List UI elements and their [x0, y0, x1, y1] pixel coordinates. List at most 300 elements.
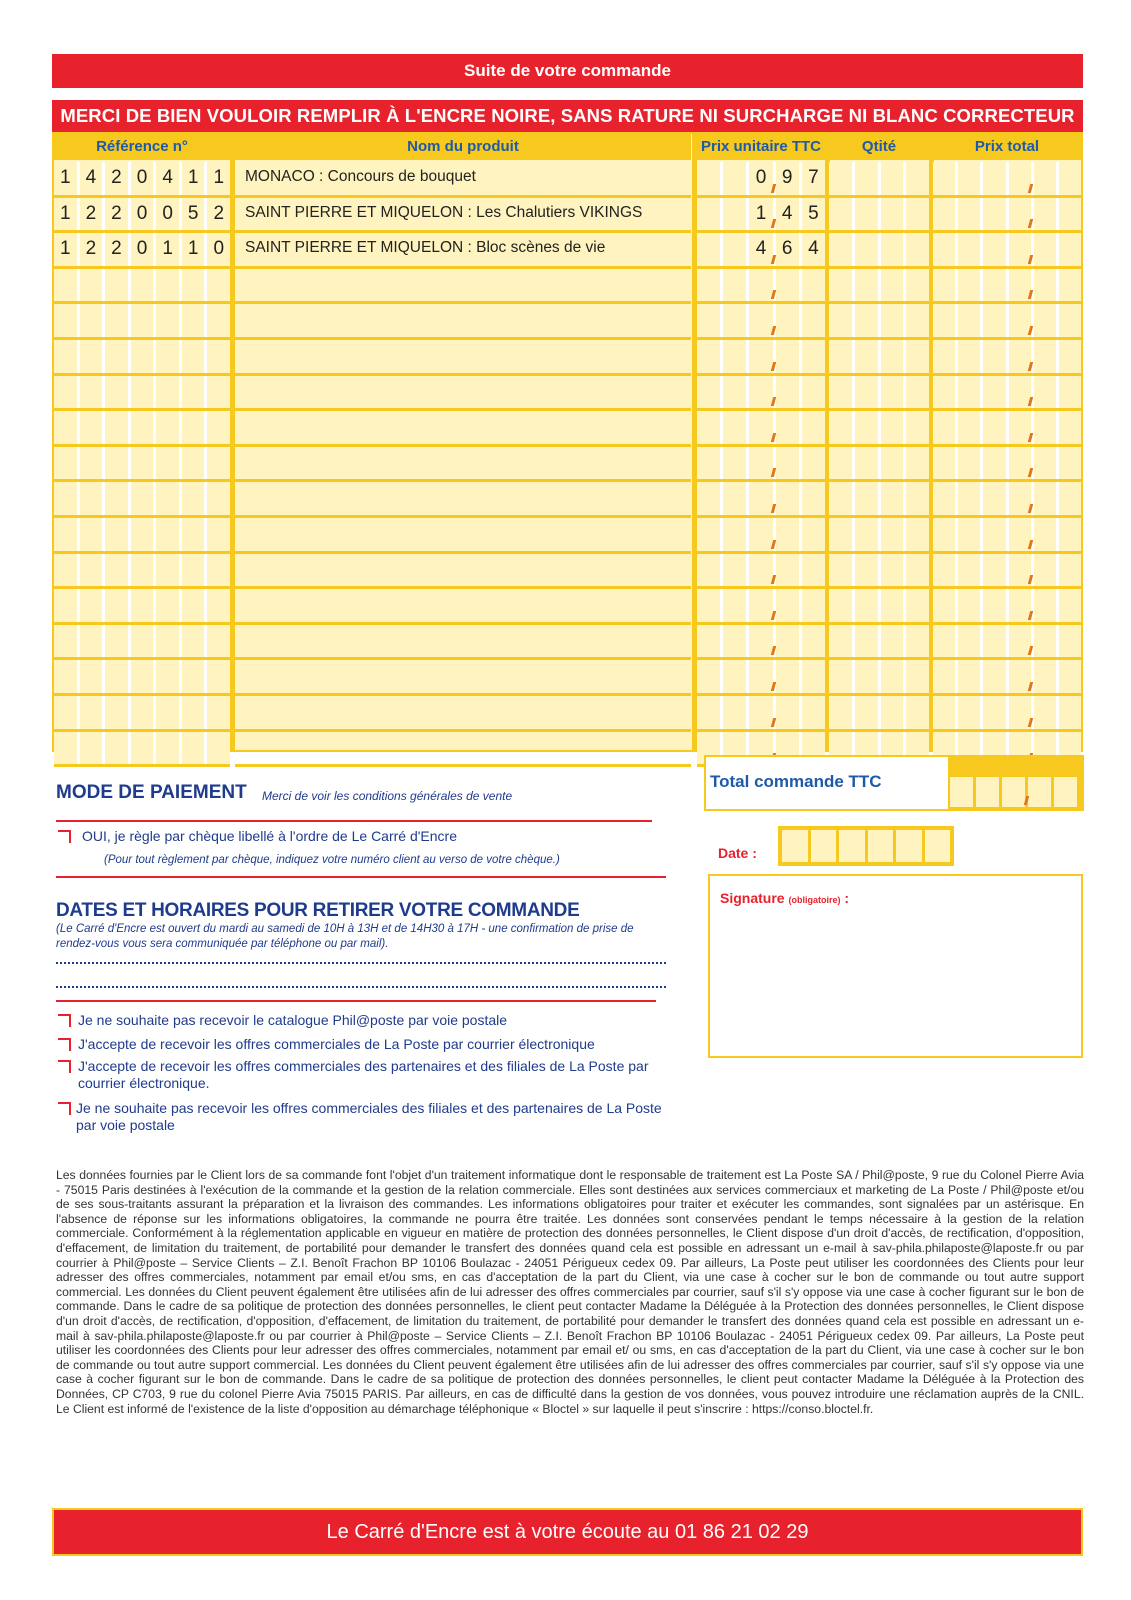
quantity-digit: [855, 625, 881, 658]
unit-price-digit: [723, 554, 749, 587]
quantity-digit: [829, 269, 855, 302]
product-name[interactable]: SAINT PIERRE ET MIQUELON : Les Chalutiers VIKINGS: [245, 203, 643, 221]
table-row: [697, 233, 825, 269]
quantity-digit: [829, 518, 855, 551]
total-price-digit: [958, 554, 983, 587]
reference-digit: 1: [54, 233, 80, 266]
reference-digit: [156, 660, 182, 693]
reference-boxes[interactable]: [54, 198, 230, 231]
total-price-digit: [1034, 162, 1059, 195]
table-row: [235, 518, 691, 554]
total-price-digit: [1059, 198, 1081, 231]
reference-digit: [182, 589, 208, 622]
reference-digit: [207, 304, 230, 337]
reference-digit: [207, 447, 230, 480]
total-price-boxes[interactable]: [933, 660, 1081, 693]
quantity-digit: [906, 696, 929, 729]
total-price-digit: [1059, 162, 1081, 195]
unit-price-digit: [723, 589, 749, 622]
reference-digit: [182, 304, 208, 337]
cheque-note: (Pour tout règlement par chèque, indiquez votre numéro client au verso de votre chèque.): [104, 854, 560, 866]
unit-price-digit: 4: [802, 233, 825, 266]
table-row: [54, 660, 230, 696]
reference-boxes[interactable]: [54, 269, 230, 302]
quantity-digit: [906, 518, 929, 551]
total-price-digit: [1034, 660, 1059, 693]
unit-price-digit: [776, 340, 802, 373]
table-row: [829, 162, 929, 198]
table-row: [697, 625, 825, 661]
table-row: [235, 589, 691, 625]
quantity-digit: [881, 660, 907, 693]
pickup-line-1[interactable]: [56, 962, 666, 964]
reference-digit: [80, 625, 106, 658]
total-price-digit: [983, 660, 1008, 693]
reference-digit: [54, 696, 80, 729]
total-price-digit: [1059, 340, 1081, 373]
reference-boxes[interactable]: [54, 233, 230, 266]
total-price-digit: [983, 554, 1008, 587]
total-price-digit: [958, 518, 983, 551]
date-label: Date :: [718, 845, 757, 861]
quantity-boxes[interactable]: [829, 198, 929, 231]
total-price-digit: [958, 198, 983, 231]
table-row: [829, 340, 929, 376]
quantity-boxes[interactable]: [829, 411, 929, 444]
unit-price-digit: [723, 340, 749, 373]
unit-price-boxes[interactable]: [697, 447, 825, 480]
reference-digit: 0: [207, 233, 230, 266]
reference-digit: [54, 482, 80, 515]
table-row: [829, 376, 929, 412]
quantity-digit: [855, 589, 881, 622]
total-price-digit: [958, 589, 983, 622]
total-price-digit: [1059, 376, 1081, 409]
quantity-digit: [881, 233, 907, 266]
unit-price-boxes[interactable]: [697, 233, 825, 266]
quantity-boxes[interactable]: [829, 376, 929, 409]
unit-price-digit: [723, 482, 749, 515]
total-price-boxes[interactable]: [933, 269, 1081, 302]
quantity-digit: [906, 447, 929, 480]
total-price-boxes[interactable]: [933, 482, 1081, 515]
total-price-boxes[interactable]: [933, 411, 1081, 444]
total-price-digit: [933, 554, 958, 587]
catalogue-opt-out-label: Je ne souhaite pas recevoir le catalogue Phil@poste par voie postale: [78, 1012, 508, 1028]
total-price-boxes[interactable]: [933, 696, 1081, 729]
total-price-digit: [1059, 589, 1081, 622]
reference-boxes[interactable]: [54, 340, 230, 373]
reference-digit: [182, 411, 208, 444]
reference-digit: [156, 411, 182, 444]
quantity-digit: [855, 660, 881, 693]
total-price-boxes[interactable]: [933, 518, 1081, 551]
unit-price-boxes[interactable]: [697, 304, 825, 337]
total-price-digit: [1034, 304, 1059, 337]
quantity-digit: [829, 198, 855, 231]
unit-price-digit: [802, 482, 825, 515]
reference-digit: [156, 625, 182, 658]
reference-boxes[interactable]: [54, 447, 230, 480]
total-price-digit: [983, 482, 1008, 515]
quantity-boxes[interactable]: [829, 696, 929, 729]
email-offers-checkbox-icon[interactable]: [58, 1038, 71, 1051]
total-price-digit: [933, 162, 958, 195]
table-row: [54, 411, 230, 447]
total-price-digit: [1034, 696, 1059, 729]
total-price-digit: [983, 162, 1008, 195]
reference-boxes[interactable]: [54, 482, 230, 515]
product-name[interactable]: SAINT PIERRE ET MIQUELON : Bloc scènes de vie: [245, 239, 606, 257]
total-price-boxes[interactable]: [933, 376, 1081, 409]
unit-price-digit: [697, 340, 723, 373]
total-price-digit: [1059, 269, 1081, 302]
ink-notice: MERCI DE BIEN VOULOIR REMPLIR À L'ENCRE NOIRE, SANS RATURE NI SURCHARGE NI BLANC CORRECTEUR: [52, 100, 1083, 132]
total-price-digit: [933, 376, 958, 409]
table-row: [829, 233, 929, 269]
reference-digit: [182, 696, 208, 729]
email-offers-label: J'accepte de recevoir les offres commerciales de La Poste par courrier électronique: [78, 1036, 595, 1052]
total-price-digit: [983, 269, 1008, 302]
total-price-digit: [1034, 625, 1059, 658]
reference-digit: [54, 625, 80, 658]
table-row: [697, 198, 825, 234]
table-row: [829, 625, 929, 661]
unit-price-boxes[interactable]: [697, 411, 825, 444]
reference-digit: [54, 554, 80, 587]
reference-digit: [207, 411, 230, 444]
quantity-digit: [855, 554, 881, 587]
unit-price-boxes[interactable]: [697, 162, 825, 195]
table-row: [829, 269, 929, 305]
reference-digit: [182, 340, 208, 373]
reference-digit: [156, 340, 182, 373]
unit-price-digit: [697, 660, 723, 693]
reference-boxes[interactable]: [54, 376, 230, 409]
quantity-boxes[interactable]: [829, 589, 929, 622]
quantity-boxes[interactable]: [829, 162, 929, 195]
unit-price-boxes[interactable]: [697, 554, 825, 587]
quantity-digit: [855, 304, 881, 337]
table-row: [54, 269, 230, 305]
total-price-boxes[interactable]: [933, 554, 1081, 587]
quantity-digit: [855, 411, 881, 444]
table-row: [829, 304, 929, 340]
reference-digit: [80, 482, 106, 515]
quantity-boxes[interactable]: [829, 269, 929, 302]
quantity-boxes[interactable]: [829, 304, 929, 337]
unit-price-digit: [723, 447, 749, 480]
reference-digit: [131, 269, 157, 302]
unit-price-digit: [802, 411, 825, 444]
reference-digit: 0: [131, 198, 157, 231]
reference-digit: 1: [182, 162, 208, 195]
quantity-digit: [881, 198, 907, 231]
quantity-boxes[interactable]: [829, 625, 929, 658]
table-row: [933, 482, 1081, 518]
quantity-digit: [881, 304, 907, 337]
total-price-digit: [1059, 625, 1081, 658]
reference-digit: [207, 589, 230, 622]
quantity-boxes[interactable]: [829, 340, 929, 373]
reference-boxes[interactable]: [54, 518, 230, 551]
total-price-digit: [933, 304, 958, 337]
partner-email-checkbox-icon[interactable]: [58, 1060, 71, 1073]
table-row: [697, 660, 825, 696]
total-price-digit: [983, 304, 1008, 337]
total-price-digit: [933, 198, 958, 231]
unit-price-digit: [776, 304, 802, 337]
reference-digit: 0: [156, 198, 182, 231]
total-price-digit: [933, 660, 958, 693]
total-price-boxes[interactable]: [933, 162, 1081, 195]
total-price-boxes[interactable]: [933, 589, 1081, 622]
reference-digit: 0: [131, 233, 157, 266]
reference-boxes[interactable]: [54, 589, 230, 622]
unit-price-boxes[interactable]: [697, 660, 825, 693]
unit-price-boxes[interactable]: [697, 269, 825, 302]
table-row: [54, 340, 230, 376]
unit-price-digit: [723, 625, 749, 658]
pickup-title: DATES ET HORAIRES POUR RETIRER VOTRE COMMANDE: [56, 900, 580, 921]
reference-boxes[interactable]: [54, 304, 230, 337]
unit-price-digit: [697, 482, 723, 515]
order-total-cells[interactable]: [948, 757, 1082, 809]
reference-digit: [207, 732, 230, 765]
table-row: [829, 660, 929, 696]
reference-digit: [105, 696, 131, 729]
quantity-boxes[interactable]: [829, 660, 929, 693]
quantity-digit: [881, 340, 907, 373]
unit-price-digit: [802, 589, 825, 622]
quantity-digit: [881, 269, 907, 302]
unit-price-digit: 9: [776, 162, 802, 195]
quantity-boxes[interactable]: [829, 518, 929, 551]
reference-digit: [131, 411, 157, 444]
table-row: [829, 198, 929, 234]
quantity-digit: [881, 625, 907, 658]
reference-boxes[interactable]: [54, 411, 230, 444]
reference-digit: [80, 518, 106, 551]
total-price-boxes[interactable]: [933, 625, 1081, 658]
unit-price-digit: [776, 554, 802, 587]
reference-boxes[interactable]: [54, 554, 230, 587]
quantity-digit: [881, 696, 907, 729]
unit-price-boxes[interactable]: [697, 696, 825, 729]
table-row: [933, 518, 1081, 554]
reference-boxes[interactable]: [54, 625, 230, 658]
table-row: [829, 411, 929, 447]
reference-boxes[interactable]: [54, 732, 230, 765]
quantity-digit: [829, 162, 855, 195]
cheque-checkbox-icon[interactable]: [58, 830, 71, 843]
total-price-digit: [1059, 233, 1081, 266]
reference-digit: [131, 660, 157, 693]
unit-price-digit: [802, 447, 825, 480]
unit-price-boxes[interactable]: [697, 376, 825, 409]
product-name[interactable]: MONACO : Concours de bouquet: [245, 168, 476, 185]
total-price-digit: [1034, 233, 1059, 266]
reference-digit: 2: [105, 162, 131, 195]
unit-price-digit: [802, 625, 825, 658]
reference-digit: 5: [182, 198, 208, 231]
unit-price-digit: [723, 304, 749, 337]
quantity-digit: [855, 518, 881, 551]
total-price-boxes[interactable]: [933, 233, 1081, 266]
total-price-digit: [933, 589, 958, 622]
total-price-digit: [1059, 660, 1081, 693]
reference-digit: 1: [54, 198, 80, 231]
table-row: [54, 625, 230, 661]
unit-price-digit: [697, 696, 723, 729]
pickup-note: (Le Carré d'Encre est ouvert du mardi au samedi de 10H à 13H et de 14H30 à 17H - une confirmation de prise de rendez-vous vous sera communiquée par téléphone ou par mail).: [56, 923, 634, 950]
quantity-digit: [829, 482, 855, 515]
table-row: [235, 162, 691, 198]
unit-price-boxes[interactable]: [697, 625, 825, 658]
reference-digit: [156, 696, 182, 729]
catalogue-opt-out-checkbox-icon[interactable]: [58, 1014, 71, 1027]
quantity-digit: [855, 340, 881, 373]
total-header: Prix total: [933, 134, 1081, 160]
reference-boxes[interactable]: [54, 660, 230, 693]
reference-digit: [156, 376, 182, 409]
date-field[interactable]: [778, 826, 954, 866]
reference-digit: [182, 376, 208, 409]
table-row: [697, 482, 825, 518]
quantity-digit: [829, 660, 855, 693]
reference-digit: 2: [105, 198, 131, 231]
quantity-digit: [829, 233, 855, 266]
quantity-digit: [881, 518, 907, 551]
quantity-digit: [881, 482, 907, 515]
partner-email-label: J'accepte de recevoir les offres commerciales des partenaires et des filiales de La Poste par courrier électronique.: [78, 1058, 649, 1091]
table-row: [235, 447, 691, 483]
quantity-digit: [855, 482, 881, 515]
reference-digit: [54, 304, 80, 337]
reference-digit: [105, 269, 131, 302]
legal-notice: Les données fournies par le Client lors de sa commande font l'objet d'un traitement informatique dont le responsable de traitement est La Poste SA / Phil@poste, 9 rue du Colonel Pierre Avia - 75015 Paris destinées à l'exécution de la commande et la gestion de la relation commerciale. Elles sont destinées aux services commerciaux et marketing de La Poste / Phil@poste et/ou de ses sous-traitants assurant la préparation et la livraison des commandes. Les informations obligatoires pour traiter et exécuter les commandes, sont signalées par un astérisque. En l'absence de réponse sur les informations obligatoires, la commande ne pourra être traitée. Les données sont conservées pendant le temps nécessaire à la gestion de la relation commerciale. Conformément à la réglementation applicable en vigueur en matière de protection des données personnelles, le Client dispose d'un droit d'accès, de rectification, d'opposition, d'effacement, de limitation du traitement, de portabilité pour demander le transfert des données quand cela est possible en adressant un e-mail à sav-phila.philaposte@laposte.fr ou par courrier à Phil@poste – Service Clients – Z.I. Benoît Frachon BP 10106 Boulazac - 24051 Périgueux cedex 09. Par ailleurs, La Poste peut utiliser les coordonnées des Clients pour leur adresser des offres commerciales, notamment par email et/ou sms, en cas d'acceptation de la part du Client, via une case à cocher sur le bon de commande ou tout autre support commercial. Les données du Client peuvent également être utilisées afin de lui adresser des offres commerciales par courrier, sauf s'il s'y oppose via une case à cocher figurant sur le bon de commande. Dans le cadre de sa politique de protection des données personnelles, le client peut contacter Madame la Déléguée à la Protection des données personnelles, le Client dispose d'un droit d'accès, de rectification, d'opposition, d'effacement, de limitation du traitement, de portabilité pour demander le transfert des données quand cela est possible en adressant un e-mail à sav-phila.philaposte@laposte.fr ou par courrier à Phil@poste – Service Clients – Z.I. Benoît Frachon BP 10106 Boulazac - 24051 Périgueux cedex 09. Par ailleurs, La Poste peut utiliser les coordonnées des Clients pour leur adresser des offres commerciales, notamment par email et/ ou sms, en cas d'acceptation de la part du Client, via une case à cocher sur le bon de commande ou tout autre support commercial. Les données du Client peuvent également être utilisées afin de lui adresser des offres commerciales par courrier, sauf s'il s'y oppose via une case à cocher figurant sur le bon de commande. Dans le cadre de sa politique de protection des données personnelles, le client peut contacter Madame la Déléguée à la Protection des Données, CP C703, 9 rue du colonel Pierre Avia 75015 PARIS. Par ailleurs, en cas de difficulté dans la gestion de vos données, vous pouvez introduire une réclamation auprès de la CNIL. Le Client est informé de l'existence de la liste d'opposition au démarchage téléphonique « Bloctel » sur laquelle il peut s'inscrire : https://conso.bloctel.fr.: [56, 1168, 1084, 1416]
reference-digit: [207, 518, 230, 551]
reference-digit: [156, 482, 182, 515]
page-title: Suite de votre commande: [52, 54, 1083, 88]
reference-digit: [131, 518, 157, 551]
quantity-digit: [906, 269, 929, 302]
total-price-digit: [1034, 447, 1059, 480]
partner-post-checkbox-icon[interactable]: [58, 1102, 71, 1115]
table-row: [933, 447, 1081, 483]
quantity-digit: [829, 376, 855, 409]
table-row: [54, 732, 230, 768]
reference-digit: [207, 696, 230, 729]
reference-digit: [156, 554, 182, 587]
unit-price-digit: 0: [749, 162, 775, 195]
table-row: [235, 233, 691, 269]
reference-digit: [207, 554, 230, 587]
total-price-digit: [983, 696, 1008, 729]
table-row: [933, 589, 1081, 625]
reference-boxes[interactable]: [54, 162, 230, 195]
total-price-boxes[interactable]: [933, 304, 1081, 337]
table-row: [829, 696, 929, 732]
reference-digit: [105, 589, 131, 622]
table-row: [235, 376, 691, 412]
table-row: [235, 625, 691, 661]
total-price-digit: [933, 411, 958, 444]
order-table: [52, 132, 1083, 752]
total-price-digit: [1059, 411, 1081, 444]
quantity-digit: [881, 589, 907, 622]
total-price-boxes[interactable]: [933, 447, 1081, 480]
quantity-digit: [829, 411, 855, 444]
reference-digit: [182, 554, 208, 587]
unit-price-boxes[interactable]: [697, 589, 825, 622]
total-price-digit: [933, 482, 958, 515]
unit-price-digit: [776, 518, 802, 551]
pickup-line-2[interactable]: [56, 986, 666, 988]
unit-price-digit: [802, 304, 825, 337]
unit-price-boxes[interactable]: [697, 518, 825, 551]
quantity-digit: [906, 554, 929, 587]
quantity-boxes[interactable]: [829, 233, 929, 266]
table-row: [933, 162, 1081, 198]
unit-price-digit: [697, 518, 723, 551]
reference-digit: 2: [105, 233, 131, 266]
unit-price-boxes[interactable]: [697, 482, 825, 515]
unit-price-digit: [697, 447, 723, 480]
unit-price-header: Prix unitaire TTC: [697, 134, 825, 160]
table-row: [933, 696, 1081, 732]
total-price-digit: [983, 625, 1008, 658]
unit-price-digit: [723, 376, 749, 409]
reference-boxes[interactable]: [54, 696, 230, 729]
reference-digit: [207, 482, 230, 515]
unit-price-digit: [776, 589, 802, 622]
unit-price-digit: [723, 518, 749, 551]
unit-price-boxes[interactable]: [697, 198, 825, 231]
reference-digit: 0: [131, 162, 157, 195]
table-row: [697, 411, 825, 447]
quantity-boxes[interactable]: [829, 447, 929, 480]
table-row: [829, 518, 929, 554]
total-price-boxes[interactable]: [933, 340, 1081, 373]
quantity-boxes[interactable]: [829, 554, 929, 587]
reference-digit: 1: [54, 162, 80, 195]
reference-digit: [105, 518, 131, 551]
table-row: [829, 589, 929, 625]
reference-digit: 4: [80, 162, 106, 195]
reference-digit: [105, 625, 131, 658]
quantity-digit: [855, 269, 881, 302]
total-price-digit: [958, 447, 983, 480]
total-price-digit: [1059, 447, 1081, 480]
quantity-digit: [855, 233, 881, 266]
reference-digit: [105, 447, 131, 480]
reference-digit: [156, 269, 182, 302]
signature-box[interactable]: [708, 874, 1083, 1058]
quantity-boxes[interactable]: [829, 482, 929, 515]
table-row: [54, 376, 230, 412]
quantity-digit: [881, 554, 907, 587]
table-row: [933, 304, 1081, 340]
reference-digit: [80, 269, 106, 302]
unit-price-boxes[interactable]: [697, 340, 825, 373]
quantity-digit: [829, 589, 855, 622]
total-price-boxes[interactable]: [933, 198, 1081, 231]
table-row: [54, 696, 230, 732]
total-price-digit: [983, 340, 1008, 373]
quantity-digit: [829, 696, 855, 729]
unit-price-digit: [802, 376, 825, 409]
